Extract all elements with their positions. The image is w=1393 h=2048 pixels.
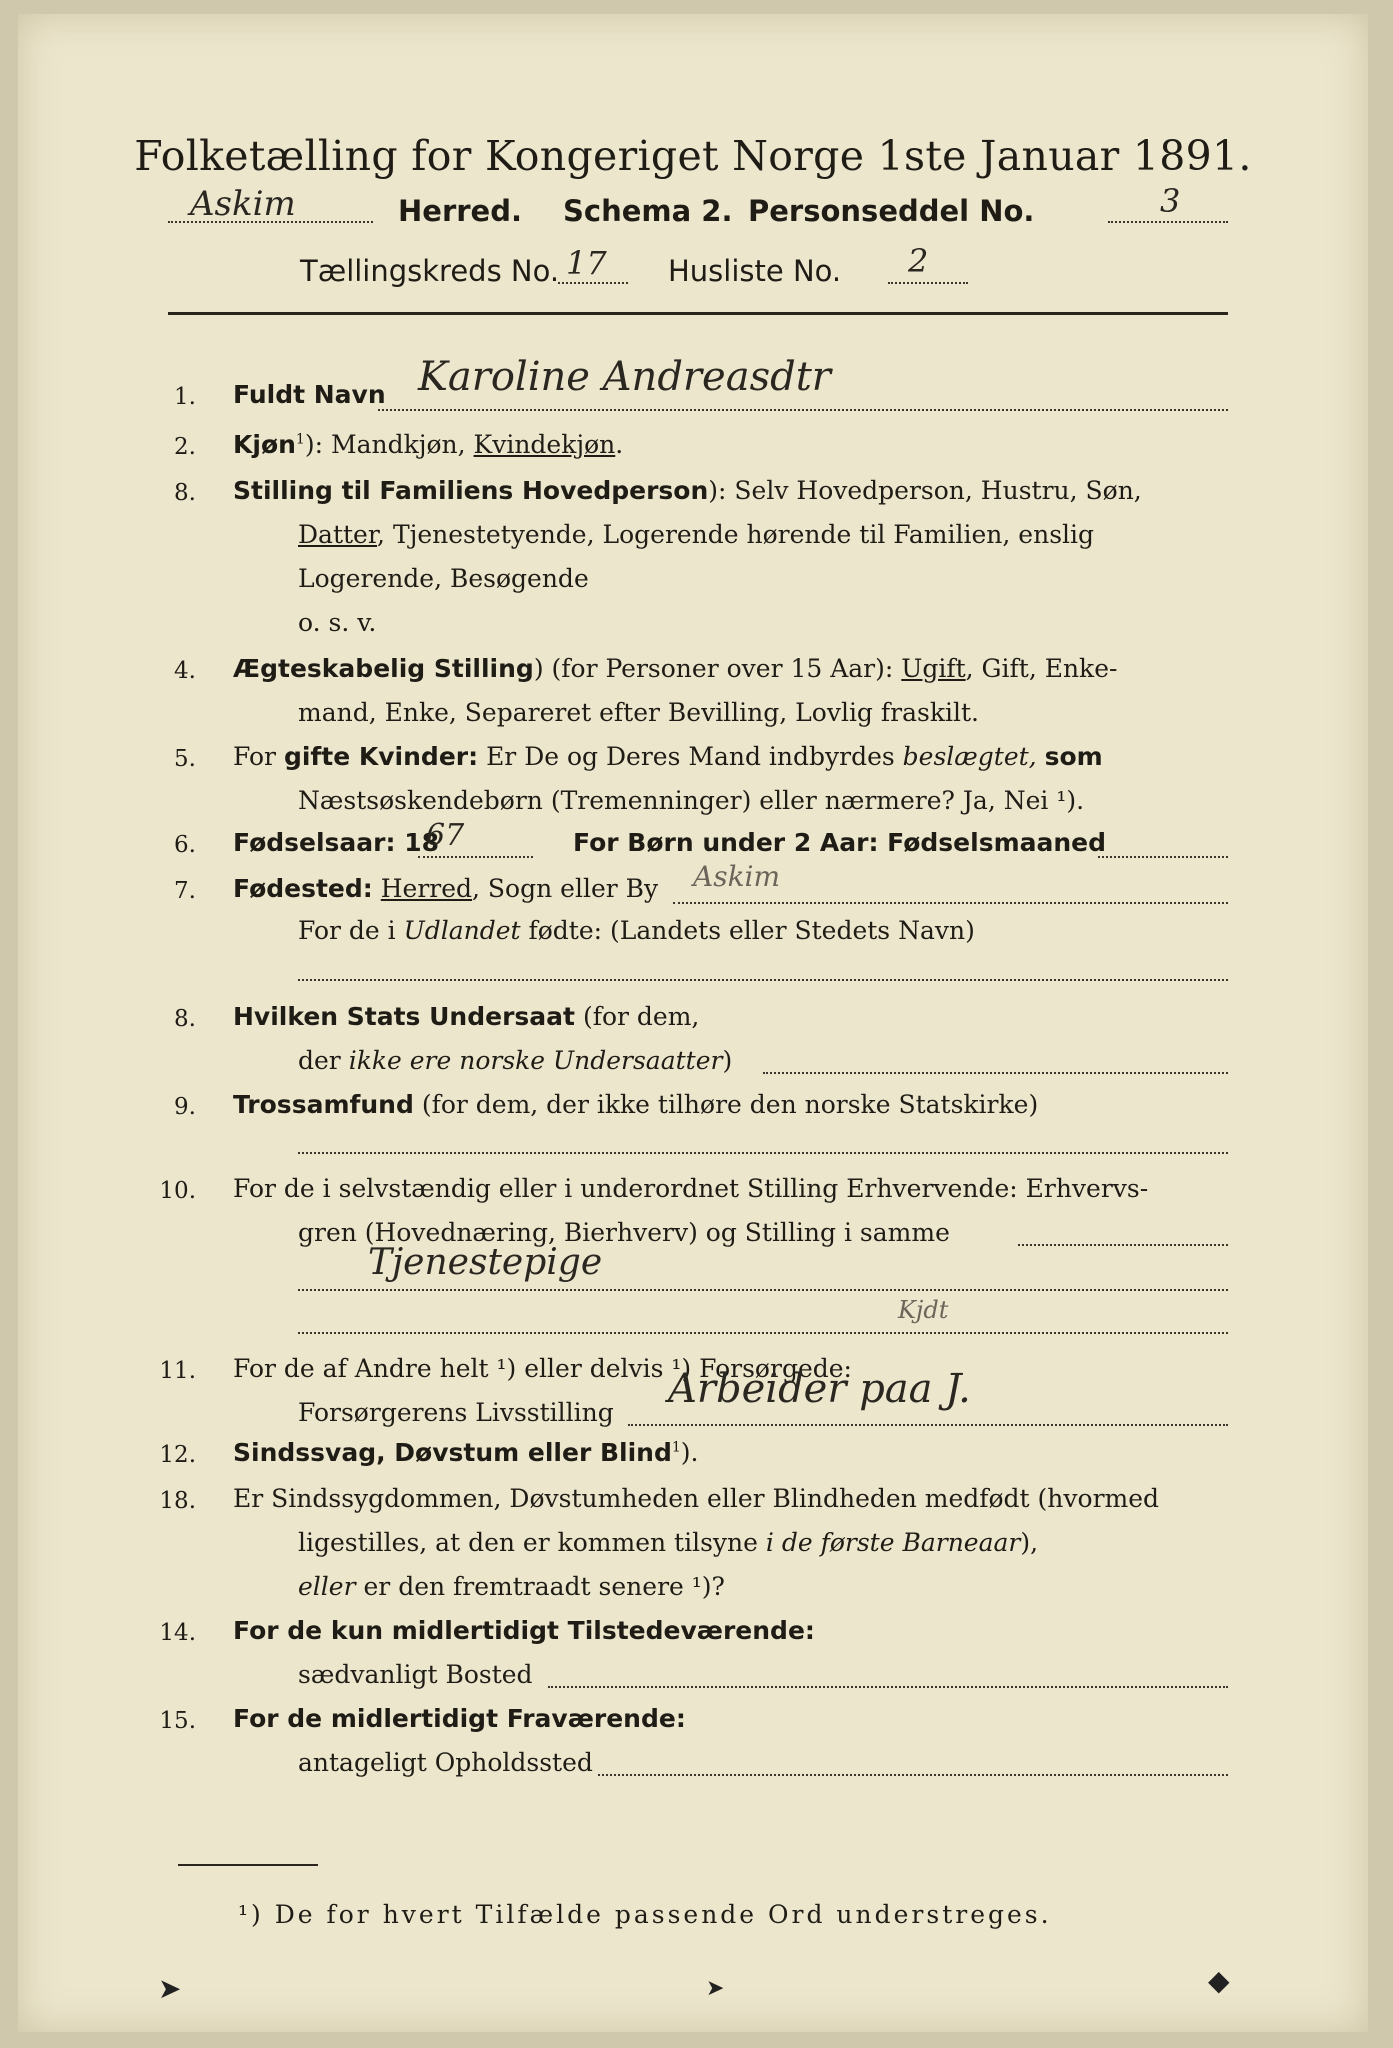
q6-year-dotline [418, 856, 533, 858]
q6-label2: For Børn under 2 Aar: Fødselsmaaned [573, 828, 1107, 857]
margin-mark-left: ➤ [158, 1972, 182, 2005]
q7-value: Askim [693, 860, 781, 893]
kreds-dotline [558, 282, 628, 284]
census-form-page [18, 14, 1368, 2032]
q14-line1: For de kun midlertidigt Tilstedeværende: [233, 1616, 815, 1645]
husliste-value: 2 [908, 242, 929, 280]
q11-line1: For de af Andre helt ¹) eller delvis ¹) Forsørgede: [233, 1354, 852, 1383]
q11-dotline [628, 1424, 1228, 1426]
q9-dotline [298, 1152, 1228, 1154]
q7-line2: For de i Udlandet fødte: (Landets eller Stedets Navn) [298, 916, 975, 945]
q7-dotline [673, 902, 1228, 904]
q10-line2: gren (Hovednæring, Bierhverv) og Stilling i samme [298, 1218, 950, 1247]
q7-selected: Herred [380, 874, 473, 903]
q8-dotline [763, 1072, 1228, 1074]
q9-line1: Trossamfund (for dem, der ikke tilhøre den norske Statskirke) [233, 1090, 1039, 1119]
q10-dotline-b [298, 1332, 1228, 1334]
q4-line2: mand, Enke, Separeret efter Bevilling, Lovlig fraskilt. [298, 698, 979, 727]
q8-number: 8. [174, 1006, 196, 1032]
q2-number: 2. [174, 434, 196, 460]
margin-mark-center: ➤ [706, 1976, 725, 2001]
q11-line2: Forsørgerens Livsstilling [298, 1398, 614, 1427]
q5-line2: Næstsøskendebørn (Tremenninger) eller nærmere? Ja, Nei ¹). [298, 786, 1085, 815]
q3-line3: Logerende, Besøgende [298, 564, 589, 593]
q9-number: 9. [174, 1094, 196, 1120]
q10-value2: Kjdt [898, 1296, 949, 1324]
footnote-rule [178, 1864, 318, 1866]
kreds-label: Tællingskreds No. [300, 254, 560, 288]
q13-line1: Er Sindssygdommen, Døvstumheden eller Blindheden medfødt (hvormed [233, 1484, 1160, 1513]
q3-selected: Datter [298, 520, 378, 549]
personseddel-value: 3 [1160, 182, 1181, 220]
q13-number: 18. [159, 1488, 196, 1514]
q8-line2: der ikke ere norske Undersaatter) [298, 1046, 733, 1075]
q6-number: 6. [174, 832, 196, 858]
q12-number: 12. [159, 1442, 196, 1468]
q5-line1: For gifte Kvinder: Er De og Deres Mand indbyrdes beslægtet, som [233, 742, 1103, 771]
q7-number: 7. [174, 878, 196, 904]
q2-selected: Kvindekjøn [473, 430, 616, 459]
q14-dotline [548, 1686, 1228, 1688]
q1-number: 1. [174, 384, 196, 410]
q12-line1: Sindssvag, Døvstum eller Blind$^1$). [233, 1438, 699, 1467]
q7-foreign-dotline [298, 979, 1228, 981]
q13-line3: eller er den fremtraadt senere ¹)? [298, 1572, 725, 1601]
q10-line1: For de i selvstændig eller i underordnet Stilling Erhvervende: Erhvervs- [233, 1174, 1149, 1203]
q11-value: Arbeider paa J. [668, 1366, 971, 1412]
q6-month-dotline [1098, 856, 1228, 858]
q1-label: Fuldt Navn [233, 380, 386, 409]
q13-line2: ligestilles, at den er kommen tilsyne i de første Barneaar), [298, 1528, 1039, 1557]
q2-text: Kjøn$^1$): Mandkjøn, Kvindekjøn. [233, 430, 624, 459]
personseddel-label: Personseddel No. [748, 194, 1035, 228]
q3-line1: Stilling til Familiens Hovedperson): Selv Hovedperson, Hustru, Søn, [233, 476, 1142, 505]
herred-value: Askim [190, 184, 296, 224]
q7-line1: Fødested: Herred, Sogn eller By [233, 874, 659, 903]
husliste-label: Husliste No. [668, 254, 842, 288]
q6-label: Fødselsaar: 18 [233, 828, 439, 857]
q3-line4: o. s. v. [298, 608, 377, 637]
q1-value: Karoline Andreasdtr [418, 354, 831, 400]
q14-line2: sædvanligt Bosted [298, 1660, 533, 1689]
margin-mark-right: ◆ [1208, 1964, 1230, 1997]
q14-number: 14. [159, 1620, 196, 1646]
q10-line2-dotline [1018, 1244, 1228, 1246]
q3-line2: Datter, Tjenestetyende, Logerende hørende til Familien, enslig [298, 520, 1095, 549]
q10-number: 10. [159, 1178, 196, 1204]
kreds-value: 17 [566, 244, 607, 282]
q15-line2: antageligt Opholdssted [298, 1748, 593, 1777]
q4-line1: Ægteskabelig Stilling) (for Personer over 15 Aar): Ugift, Gift, Enke- [233, 654, 1118, 683]
q4-selected: Ugift [901, 654, 966, 683]
q1-dotline [378, 409, 1228, 411]
husliste-dotline [888, 282, 968, 284]
q4-number: 4. [174, 658, 196, 684]
q6-value: 67 [426, 818, 465, 853]
personseddel-dotline [1108, 221, 1228, 223]
herred-label: Herred. [398, 194, 522, 228]
q8-line1: Hvilken Stats Undersaat (for dem, [233, 1002, 700, 1031]
schema-label: Schema 2. [563, 194, 733, 228]
q3-number: 8. [174, 480, 196, 506]
footnote: ¹) De for hvert Tilfælde passende Ord understreges. [238, 1900, 1052, 1929]
q10-dotline-a [298, 1289, 1228, 1291]
q10-value: Tjenestepige [368, 1242, 603, 1283]
form-title: Folketælling for Kongeriget Norge 1ste Januar 1891. [134, 132, 1252, 180]
header-rule [168, 312, 1228, 315]
q15-number: 15. [159, 1708, 196, 1734]
q15-line1: For de midlertidigt Fraværende: [233, 1704, 686, 1733]
q15-dotline [598, 1774, 1228, 1776]
q5-number: 5. [174, 746, 196, 772]
q11-number: 11. [159, 1358, 196, 1384]
